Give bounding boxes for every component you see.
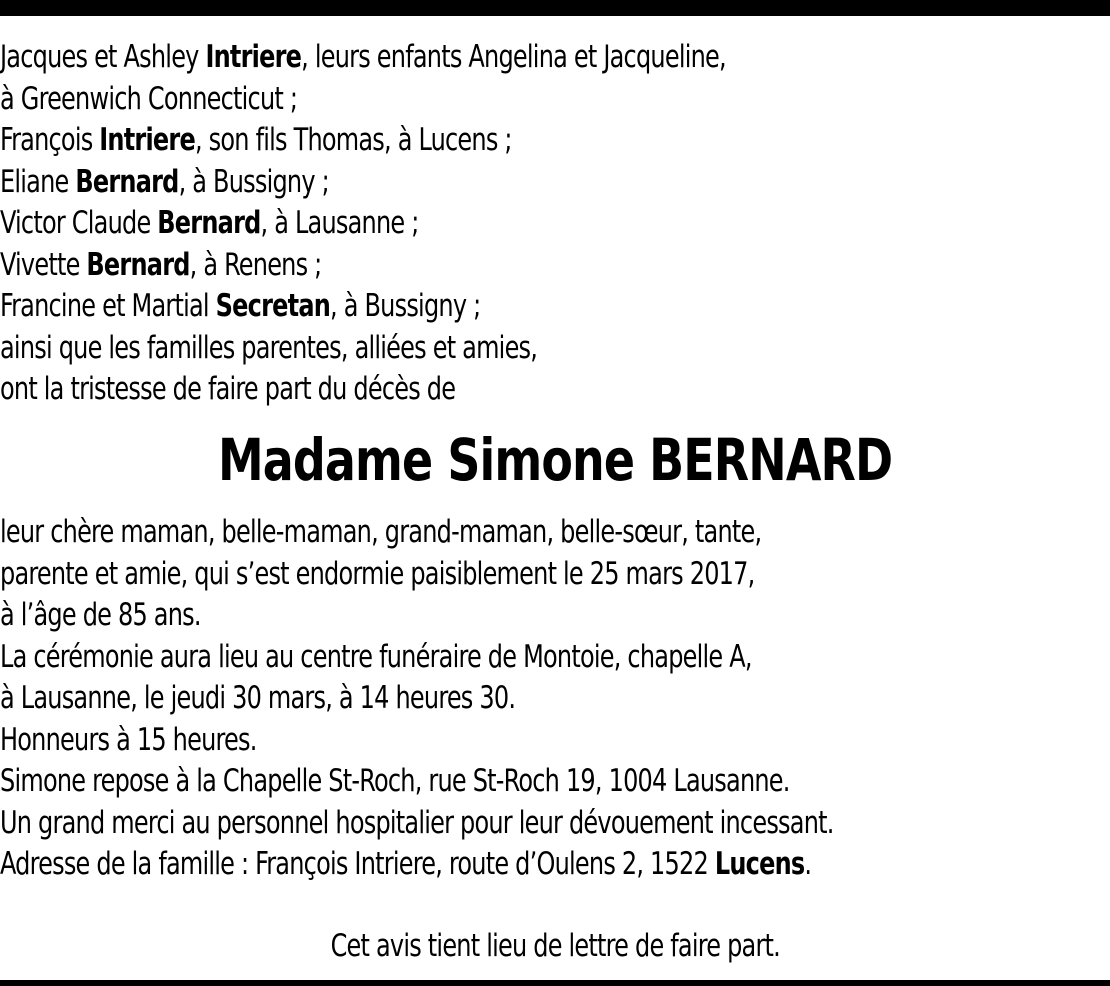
body-line: leur chère maman, belle-maman, grand-maman, belle-sœur, tante, (0, 514, 762, 550)
family-list (0, 37, 1110, 411)
family-line: Francine et Martial Secretan, à Bussigny ; (0, 288, 481, 324)
notice-body (0, 512, 1110, 886)
family-line: à Greenwich Connecticut ; (0, 80, 298, 117)
body-line: à l’âge de 85 ans. (0, 597, 201, 633)
family-name: Bernard (86, 246, 190, 283)
deceased-name-heading: Madame Simone BERNARD (217, 426, 893, 494)
family-name: Bernard (75, 163, 179, 200)
thanks-line: Un grand merci au personnel hospitalier pour leur dévouement incessant. (0, 804, 834, 841)
family-name: Bernard (157, 205, 261, 241)
family-line: ainsi que les familles parentes, alliées et amies, (0, 329, 538, 366)
family-line: Jacques et Ashley Intriere, leurs enfants Angelina et Jacqueline, (0, 39, 726, 75)
bottom-border-rule (0, 980, 1110, 986)
family-name: Secretan (215, 288, 331, 324)
top-border-rule (0, 0, 1110, 16)
announcement-line: ont la tristesse de faire part du décès de (0, 371, 456, 407)
honours-line: Honneurs à 15 heures. (0, 721, 257, 758)
body-line: parente et amie, qui s’est endormie paisiblement le 25 mars 2017, (0, 555, 755, 592)
family-line: Vivette Bernard, à Renens ; (0, 246, 322, 283)
chapel-line: Simone repose à la Chapelle St-Roch, rue St-Roch 19, 1004 Lausanne. (0, 763, 790, 799)
closing-note: Cet avis tient lieu de lettre de faire part. (330, 928, 780, 964)
family-line: Victor Claude Bernard, à Lausanne ; (0, 205, 419, 241)
family-line: François Intriere, son fils Thomas, à Lucens ; (0, 122, 512, 158)
ceremony-line: à Lausanne, le jeudi 30 mars, à 14 heures 30. (0, 680, 516, 716)
family-line: Eliane Bernard, à Bussigny ; (0, 163, 329, 200)
family-name: Intriere (99, 122, 195, 158)
town-name: Lucens (714, 846, 805, 882)
ceremony-line: La cérémonie aura lieu au centre funéraire de Montoie, chapelle A, (0, 638, 752, 675)
family-address-line: Adresse de la famille : François Intriere, route d’Oulens 2, 1522 Lucens. (0, 846, 812, 882)
family-name: Intriere (205, 39, 302, 75)
